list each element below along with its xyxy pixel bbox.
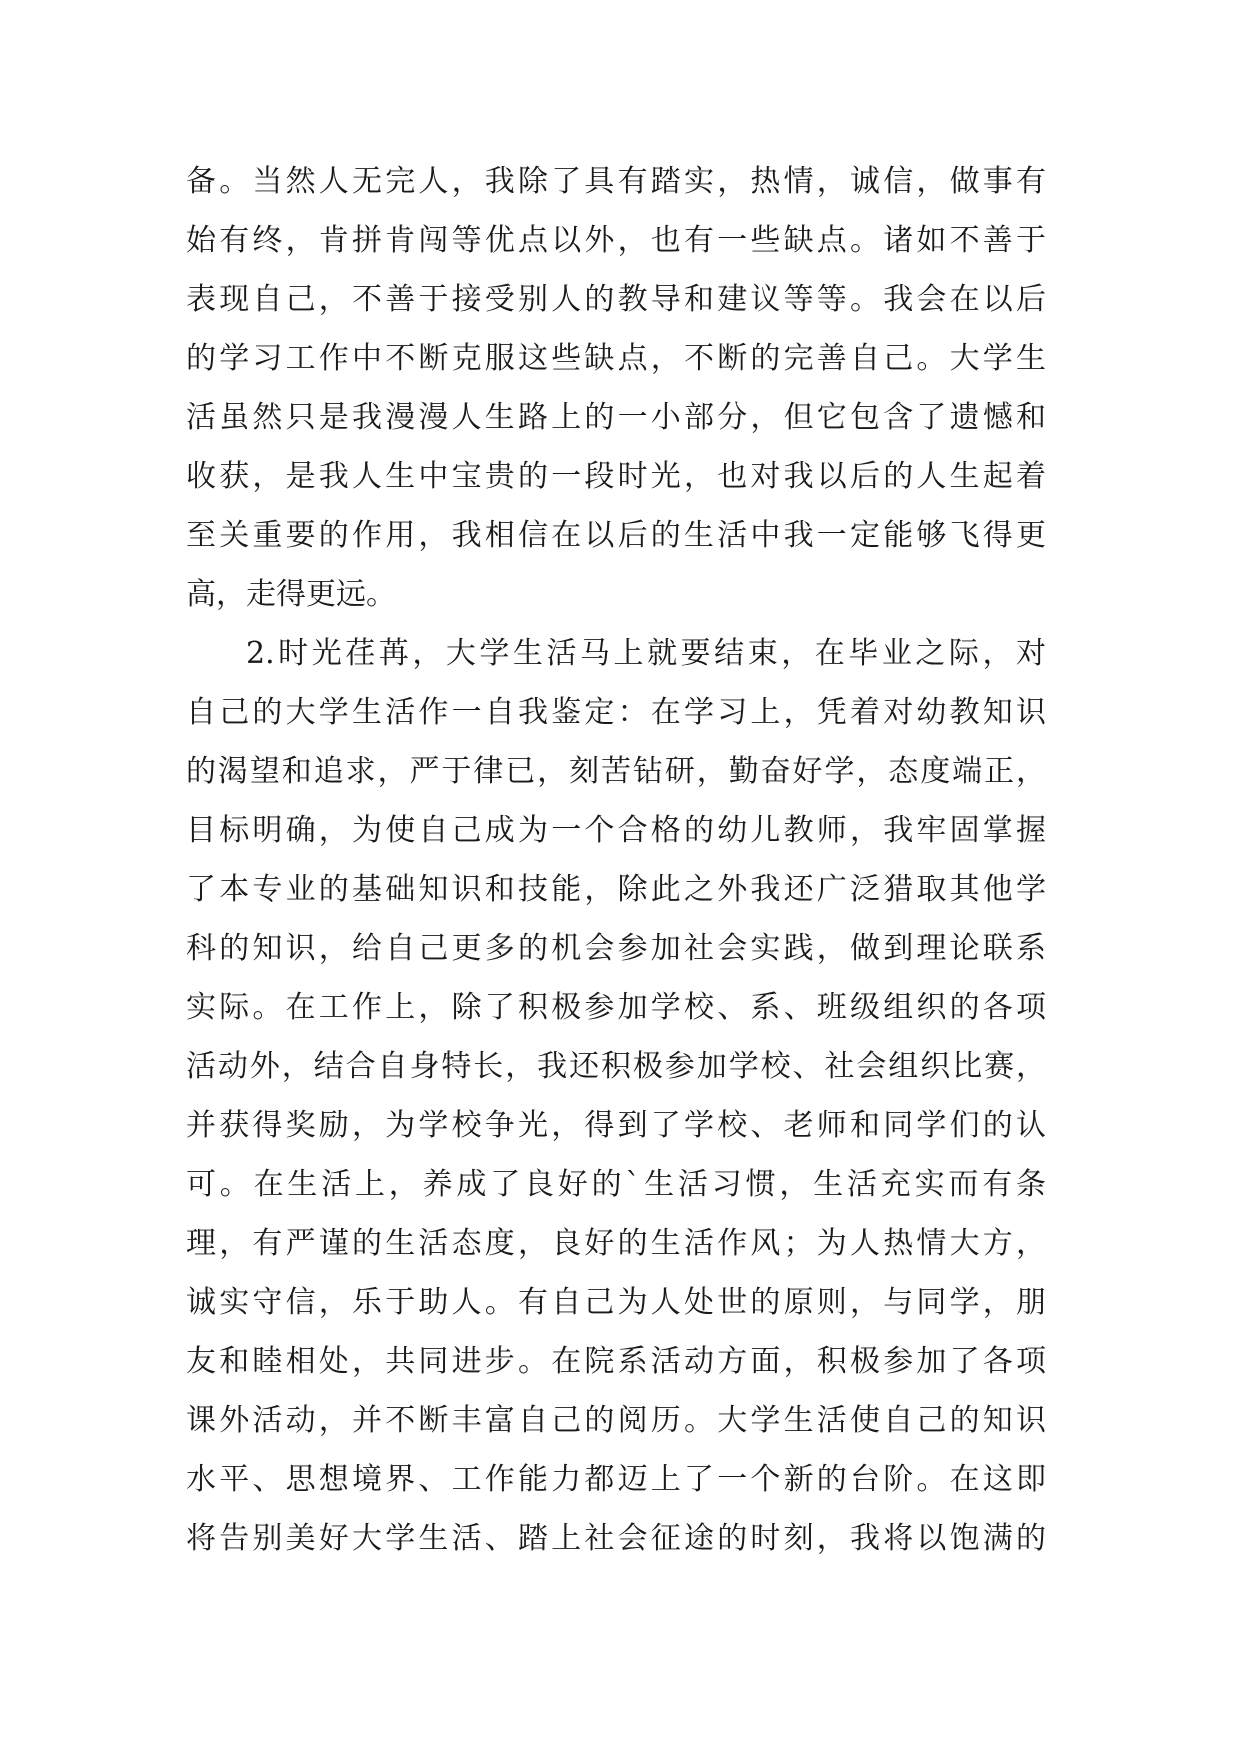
text-line: 始有终，肯拼肯闯等优点以外，也有一些缺点。诸如不善于 <box>186 223 1046 258</box>
document-body <box>186 152 1046 1568</box>
text-line: 并获得奖励，为学校争光，得到了学校、老师和同学们的认 <box>186 1108 1046 1143</box>
paragraph-1 <box>186 152 1046 624</box>
text-line: 科的知识，给自己更多的机会参加社会实践，做到理论联系 <box>186 931 1046 966</box>
text-line: 自己的大学生活作一自我鉴定：在学习上，凭着对幼教知识 <box>186 695 1046 730</box>
text-line: 将告别美好大学生活、踏上社会征途的时刻，我将以饱满的 <box>186 1521 1046 1556</box>
text-line: 课外活动，并不断丰富自己的阅历。大学生活使自己的知识 <box>186 1403 1046 1438</box>
text-line: 可。在生活上，养成了良好的`生活习惯，生活充实而有条 <box>186 1167 1046 1202</box>
text-line: 活动外，结合自身特长，我还积极参加学校、社会组织比赛， <box>186 1049 1046 1084</box>
text-line: 表现自己，不善于接受别人的教导和建议等等。我会在以后 <box>186 282 1046 317</box>
text-line: 友和睦相处，共同进步。在院系活动方面，积极参加了各项 <box>186 1344 1046 1379</box>
text-line: 的渴望和追求，严于律已，刻苦钻研，勤奋好学，态度端正， <box>186 754 1046 789</box>
text-line: 高，走得更远。 <box>186 577 396 612</box>
text-line: 活虽然只是我漫漫人生路上的一小部分，但它包含了遗憾和 <box>186 400 1046 435</box>
text-line: 目标明确，为使自己成为一个合格的幼儿教师，我牢固掌握 <box>186 813 1046 848</box>
paragraph-2 <box>186 624 1046 1568</box>
text-line: 水平、思想境界、工作能力都迈上了一个新的台阶。在这即 <box>186 1462 1046 1497</box>
text-line: 了本专业的基础知识和技能，除此之外我还广泛猎取其他学 <box>186 872 1046 907</box>
text-line: 2.时光荏苒，大学生活马上就要结束，在毕业之际，对 <box>246 636 1046 671</box>
text-line: 至关重要的作用，我相信在以后的生活中我一定能够飞得更 <box>186 518 1046 553</box>
text-line: 收获，是我人生中宝贵的一段时光，也对我以后的人生起着 <box>186 459 1046 494</box>
text-line: 备。当然人无完人，我除了具有踏实，热情，诚信，做事有 <box>186 164 1046 199</box>
text-line: 的学习工作中不断克服这些缺点，不断的完善自己。大学生 <box>186 341 1046 376</box>
text-line: 诚实守信，乐于助人。有自己为人处世的原则，与同学，朋 <box>186 1285 1046 1320</box>
text-line: 理，有严谨的生活态度，良好的生活作风；为人热情大方， <box>186 1226 1046 1261</box>
text-line: 实际。在工作上，除了积极参加学校、系、班级组织的各项 <box>186 990 1046 1025</box>
